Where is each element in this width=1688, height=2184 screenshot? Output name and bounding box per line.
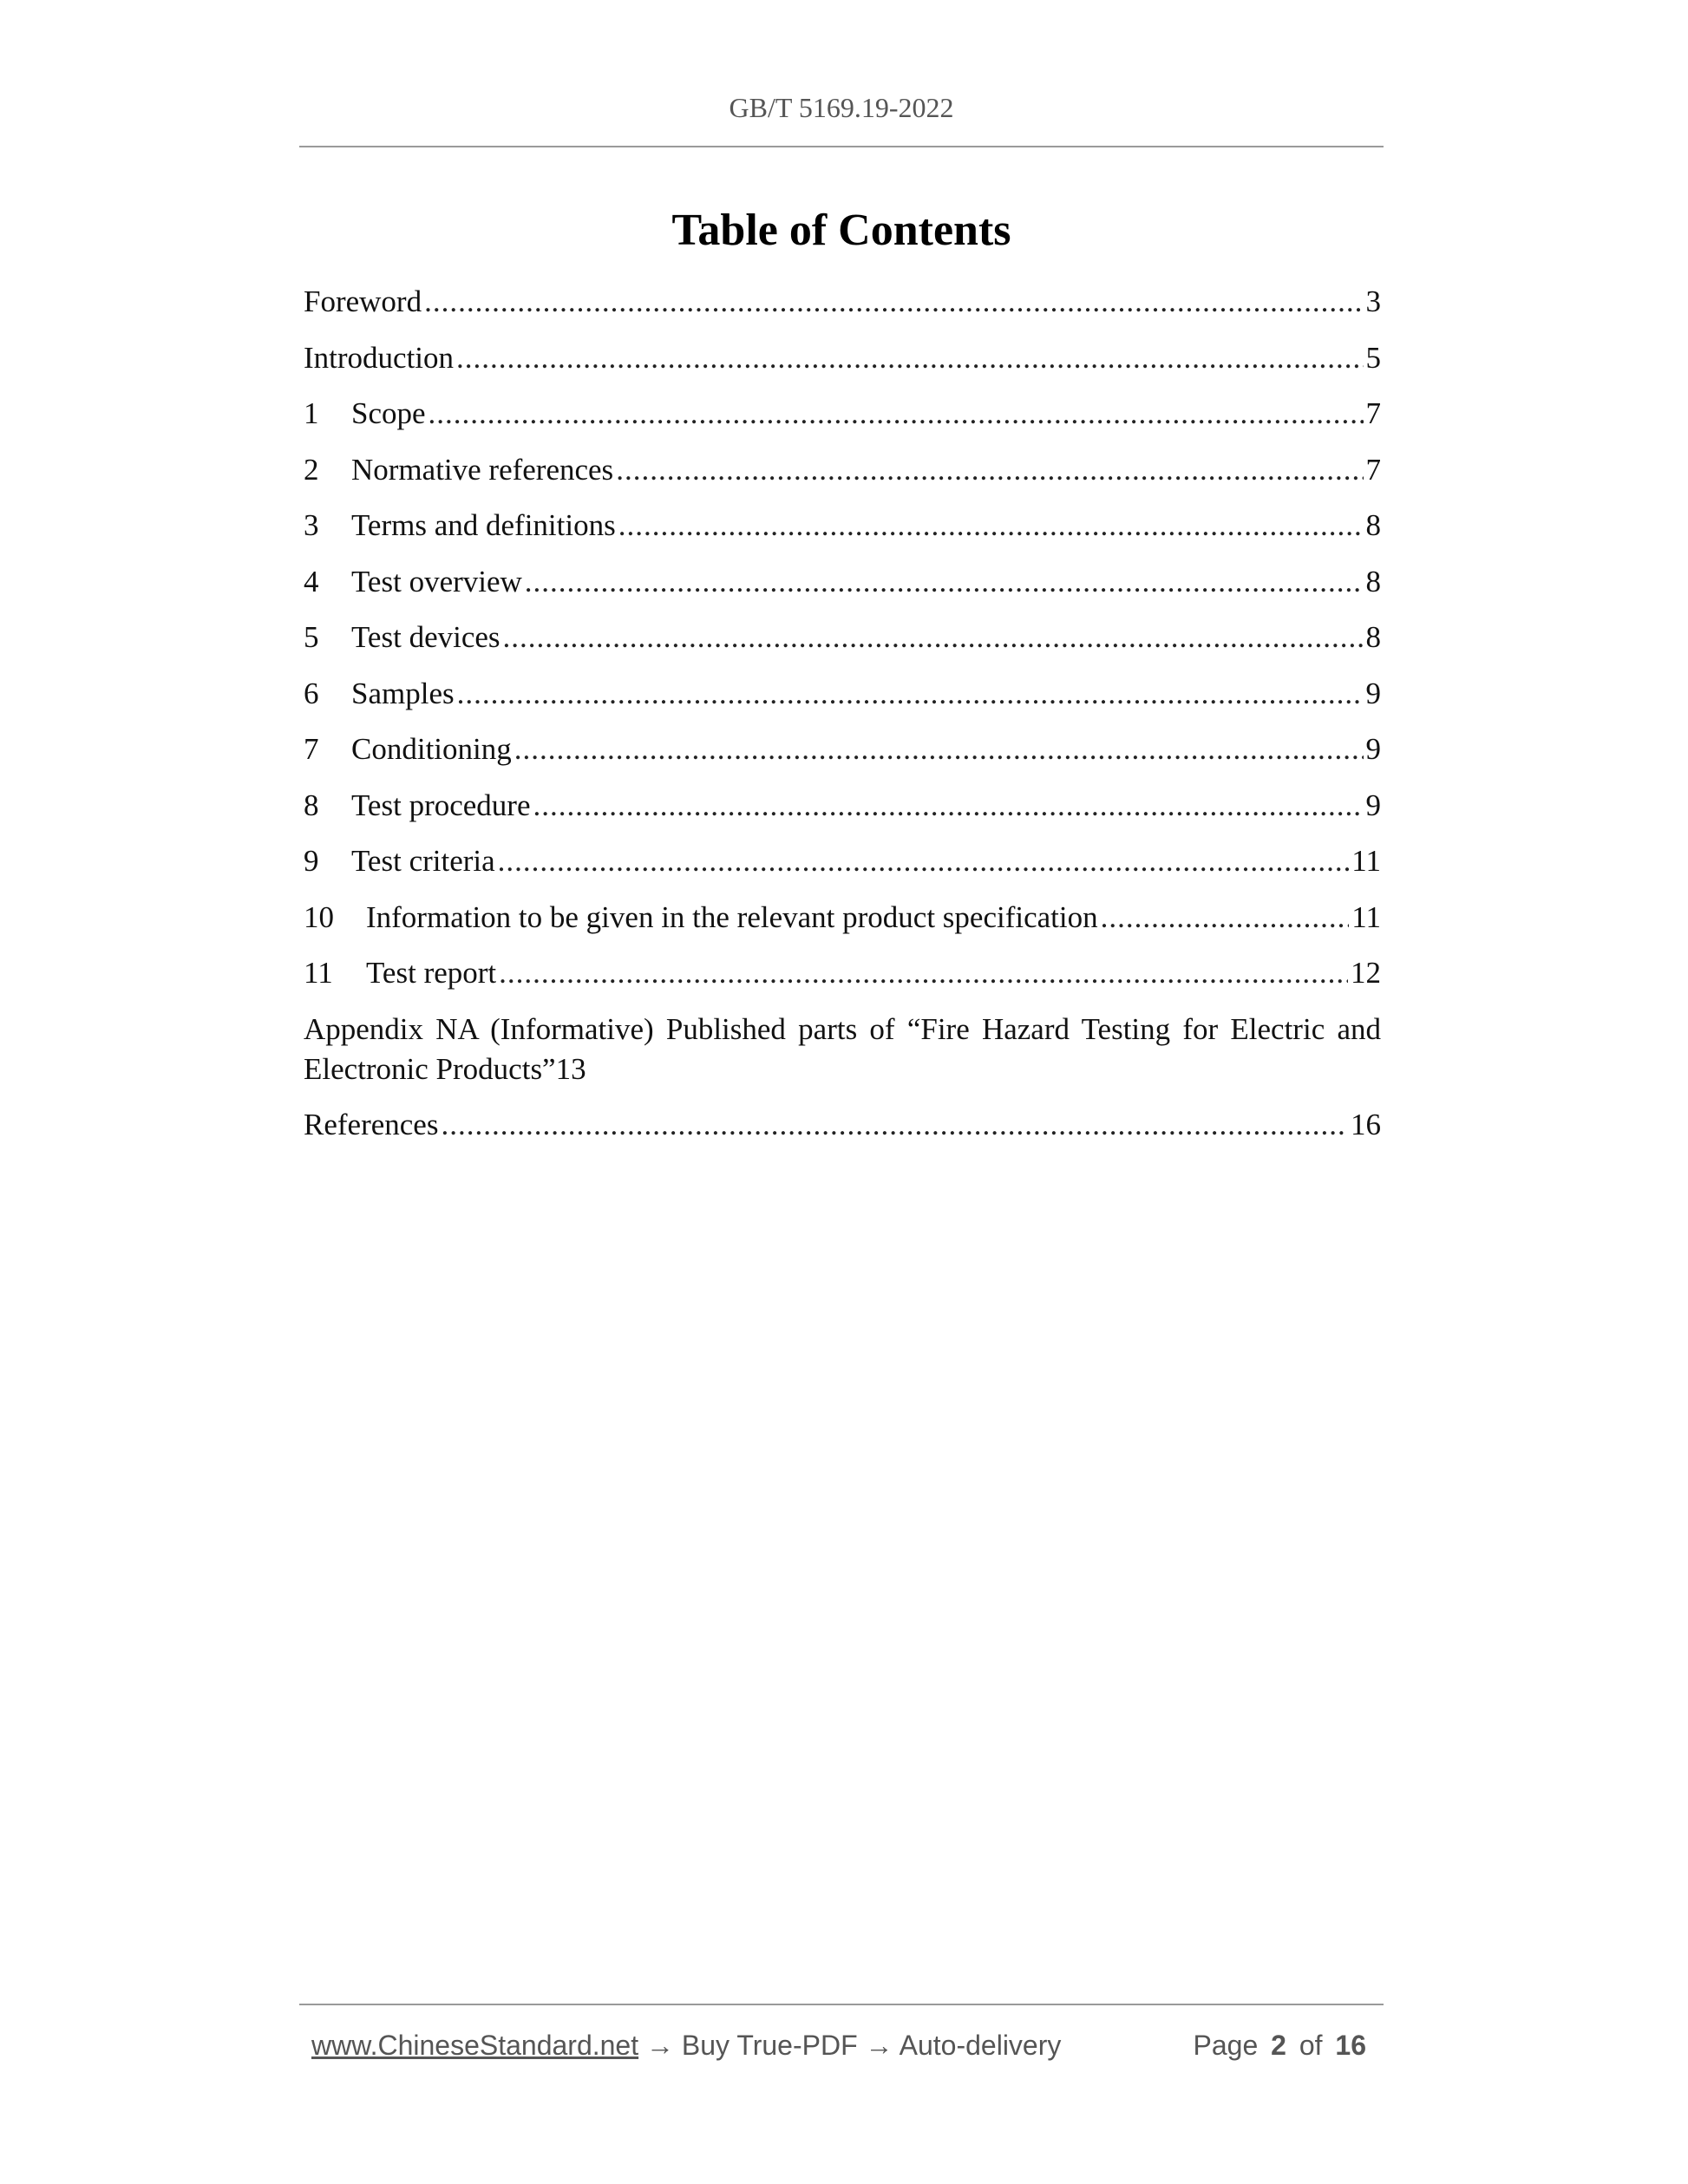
toc-entry-page: 11 [1351, 899, 1381, 934]
toc-entry-page: 8 [1365, 564, 1381, 598]
toc-entry-references[interactable] [304, 1105, 1381, 1145]
dot-leader [1101, 898, 1350, 938]
toc-entry-normative-references[interactable] [304, 450, 1381, 490]
toc-entry-label: Test report [366, 956, 497, 990]
toc-entry-label: Foreword [304, 284, 422, 318]
dot-leader [503, 618, 1364, 657]
dot-leader [457, 674, 1364, 714]
toc-entry-label: Scope [351, 396, 426, 430]
dot-leader [499, 953, 1348, 993]
toc-entry-number: 4 [304, 564, 319, 598]
toc-entry-number: 6 [304, 676, 319, 710]
toc-entry-conditioning[interactable] [304, 729, 1381, 769]
toc-entry-page: 3 [1365, 284, 1381, 318]
page-indicator [1194, 2030, 1371, 2062]
toc-entry-label: References [304, 1108, 439, 1141]
toc-entry-label: Normative references [351, 452, 614, 487]
of-word: of [1299, 2030, 1323, 2061]
toc-entry-test-report[interactable] [304, 953, 1381, 993]
dot-leader [498, 841, 1350, 881]
dot-leader [441, 1105, 1348, 1145]
toc-entry-number: 7 [304, 732, 319, 766]
toc-entry-label: Conditioning [351, 732, 512, 766]
toc-entry-number: 10 [304, 899, 334, 934]
toc-entry-continuation [304, 1049, 1381, 1089]
page-word: Page [1193, 2030, 1259, 2061]
toc-entry-introduction[interactable] [304, 338, 1381, 378]
dot-leader [533, 786, 1363, 826]
toc-entry-page: 9 [1365, 788, 1381, 822]
page-header [299, 87, 1384, 147]
toc-entry-number: 9 [304, 844, 319, 878]
toc-entry-page: 9 [1365, 732, 1381, 766]
dot-leader [618, 506, 1364, 546]
toc-entry-foreword[interactable] [304, 282, 1381, 322]
arrow-right-icon: → [646, 2030, 674, 2061]
toc-entry-page: 7 [1365, 396, 1381, 430]
toc-entry-label: Samples [351, 676, 455, 710]
toc-entry-number: 3 [304, 508, 319, 542]
toc-entry-page: 5 [1365, 340, 1381, 375]
toc-entry-number: 11 [304, 956, 333, 990]
toc-entry-label: Appendix NA (Informative) Published parts of “Fire Hazard Testing for Electric and [304, 1011, 1381, 1046]
toc-entry-label: Introduction [304, 340, 455, 375]
dot-leader [424, 282, 1363, 322]
toc-entry-page: 13 [555, 1051, 586, 1086]
website-link[interactable]: www.ChineseStandard.net [311, 2030, 639, 2061]
toc-entry-page: 12 [1351, 956, 1381, 990]
dot-leader [616, 450, 1363, 490]
toc-entry-terms-and-definitions[interactable] [304, 506, 1381, 546]
toc-entry-label: Test devices [351, 620, 501, 654]
toc-entry-test-devices[interactable] [304, 618, 1381, 657]
toc-entry-samples[interactable] [304, 674, 1381, 714]
current-page-number: 2 [1271, 2030, 1286, 2061]
toc-entry-page: 16 [1351, 1108, 1381, 1141]
toc-entry-page: 11 [1351, 844, 1381, 878]
table-of-contents [304, 282, 1381, 1161]
toc-entry-label-continued: Electronic Products” [304, 1051, 556, 1086]
toc-entry-label: Test procedure [351, 788, 531, 822]
toc-entry-page: 9 [1365, 676, 1381, 710]
arrow-right-icon: → [865, 2030, 893, 2061]
auto-delivery-text: Auto-delivery [899, 2030, 1062, 2061]
toc-entry-label: Test overview [351, 564, 522, 598]
dot-leader [456, 338, 1363, 378]
toc-entry-test-criteria[interactable] [304, 841, 1381, 881]
dot-leader [525, 562, 1364, 602]
toc-entry-product-specification-info[interactable] [304, 898, 1381, 938]
footer-promo [311, 2030, 1061, 2062]
toc-entry-page: 8 [1365, 620, 1381, 654]
toc-entry-number: 1 [304, 396, 319, 430]
total-pages-number: 16 [1335, 2030, 1366, 2061]
toc-entry-label: Test criteria [351, 844, 495, 878]
toc-entry-label: Terms and definitions [351, 508, 616, 542]
toc-entry-label: Information to be given in the relevant product specification [366, 899, 1098, 934]
toc-entry-number: 5 [304, 620, 319, 654]
toc-entry-test-procedure[interactable] [304, 786, 1381, 826]
toc-entry-number: 2 [304, 452, 319, 487]
dot-leader [514, 729, 1364, 769]
toc-entry-appendix-na[interactable] [304, 1010, 1381, 1089]
document-id: GB/T 5169.19-2022 [729, 92, 954, 123]
toc-title: Table of Contents [671, 206, 1011, 255]
toc-entry-test-overview[interactable] [304, 562, 1381, 602]
toc-entry-page: 7 [1365, 452, 1381, 487]
toc-entry-scope[interactable] [304, 394, 1381, 434]
page-footer [299, 2004, 1384, 2092]
buy-true-pdf-text: Buy True-PDF [681, 2030, 858, 2061]
toc-entry-page: 8 [1365, 508, 1381, 542]
dot-leader [429, 394, 1364, 434]
toc-entry-number: 8 [304, 788, 319, 822]
